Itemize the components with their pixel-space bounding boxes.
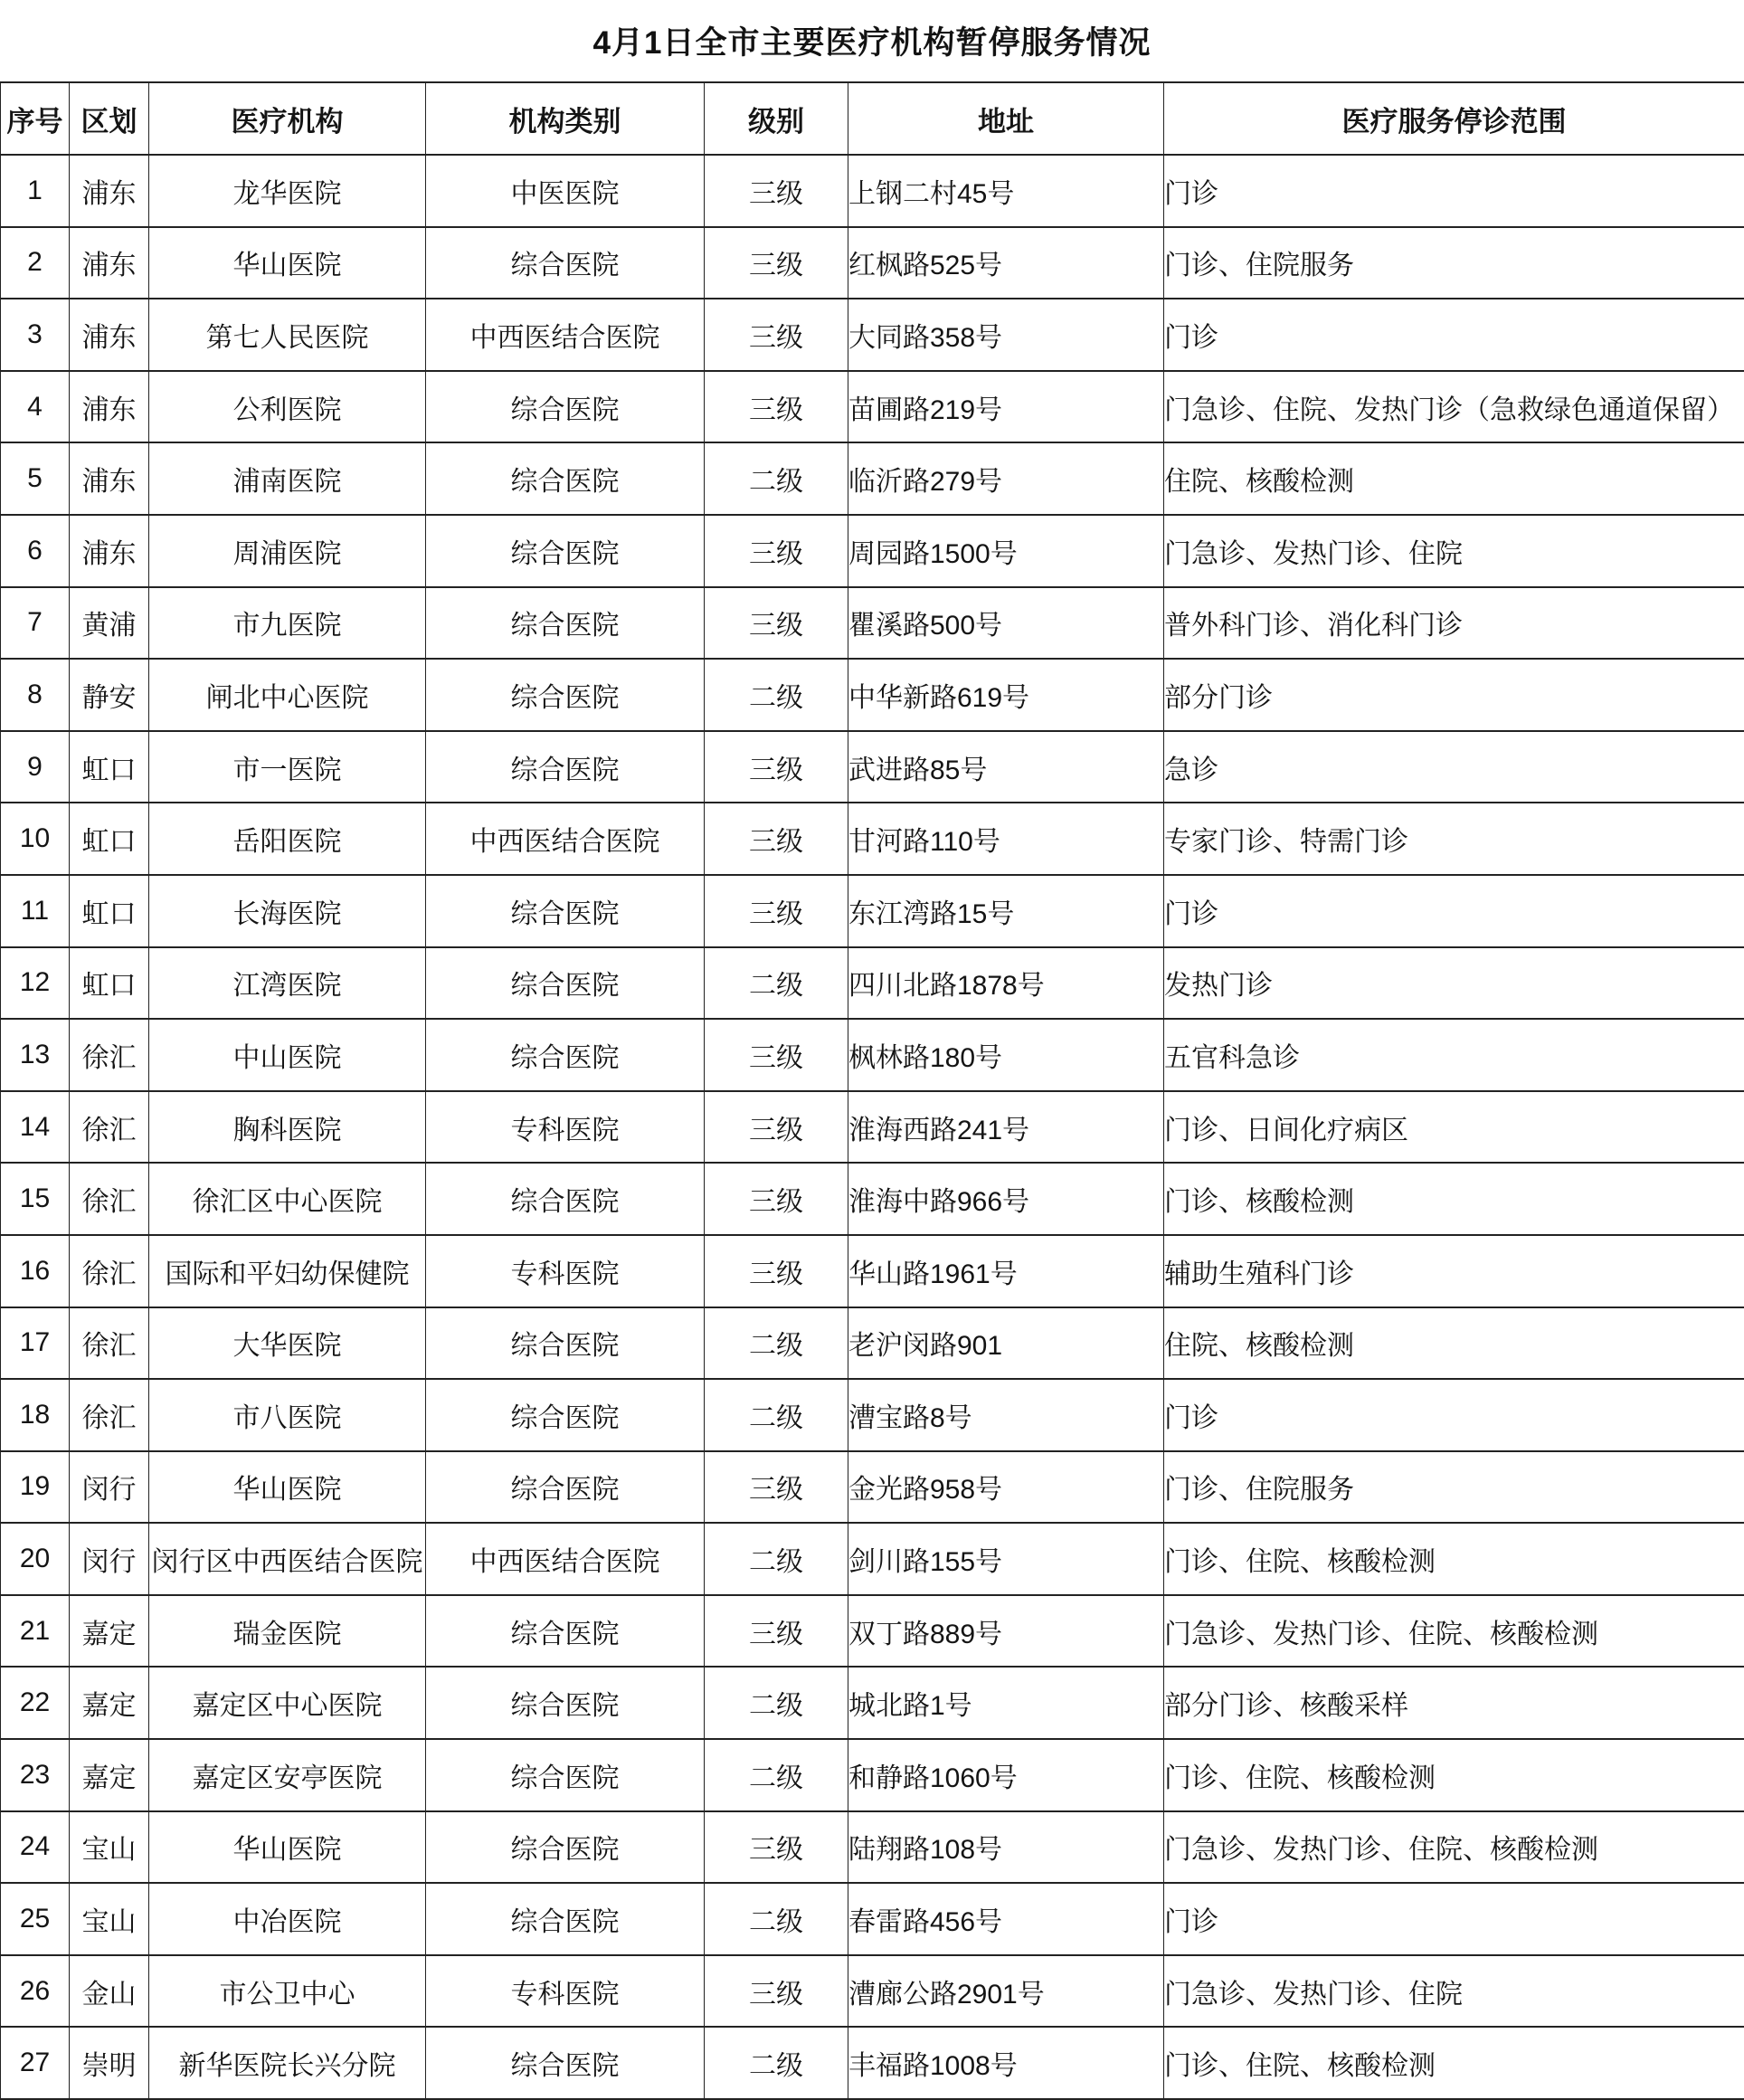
table-row [1,227,1744,299]
cell-category: 综合医院 [426,1811,705,1884]
cell-address: 陆翔路108号 [848,1811,1164,1884]
cell-district: 浦东 [70,227,149,299]
cell-no: 2 [1,227,70,299]
cell-category: 综合医院 [426,947,705,1020]
cell-services: 门诊、住院、核酸检测 [1164,2027,1744,2099]
cell-no: 9 [1,731,70,803]
cell-institution: 闸北中心医院 [149,659,426,731]
cell-services: 门急诊、发热门诊、住院、核酸检测 [1164,1811,1744,1884]
cell-district: 金山 [70,1955,149,2028]
table-row [1,1595,1744,1668]
cell-category: 中西医结合医院 [426,803,705,875]
cell-services: 门诊 [1164,299,1744,371]
cell-district: 嘉定 [70,1739,149,1811]
suspension-table [0,81,1744,2100]
col-header-district: 区划 [70,82,149,155]
table-row [1,155,1744,227]
cell-institution: 国际和平妇幼保健院 [149,1235,426,1307]
cell-level: 三级 [705,155,848,227]
table-row [1,299,1744,371]
cell-category: 综合医院 [426,1307,705,1380]
cell-services: 门诊、住院服务 [1164,227,1744,299]
cell-level: 二级 [705,1667,848,1739]
cell-address: 老沪闵路901 [848,1307,1164,1380]
cell-category: 综合医院 [426,1595,705,1668]
cell-no: 7 [1,587,70,660]
table-row [1,442,1744,515]
cell-category: 专科医院 [426,1955,705,2028]
table-row [1,1811,1744,1884]
cell-district: 闵行 [70,1523,149,1595]
cell-district: 浦东 [70,155,149,227]
table-row [1,1307,1744,1380]
cell-address: 双丁路889号 [848,1595,1164,1668]
cell-level: 三级 [705,299,848,371]
cell-category: 中医医院 [426,155,705,227]
table-row [1,803,1744,875]
cell-category: 综合医院 [426,1739,705,1811]
cell-district: 浦东 [70,371,149,443]
cell-district: 虹口 [70,803,149,875]
cell-district: 虹口 [70,731,149,803]
cell-no: 20 [1,1523,70,1595]
cell-category: 综合医院 [426,515,705,587]
cell-services: 门诊 [1164,1883,1744,1955]
cell-district: 虹口 [70,875,149,947]
cell-institution: 江湾医院 [149,947,426,1020]
cell-address: 瞿溪路500号 [848,587,1164,660]
cell-level: 三级 [705,1091,848,1164]
cell-services: 部分门诊 [1164,659,1744,731]
cell-address: 周园路1500号 [848,515,1164,587]
cell-district: 浦东 [70,442,149,515]
table-row [1,1235,1744,1307]
cell-services: 急诊 [1164,731,1744,803]
cell-institution: 华山医院 [149,1811,426,1884]
cell-services: 门诊 [1164,155,1744,227]
cell-address: 甘河路110号 [848,803,1164,875]
cell-address: 华山路1961号 [848,1235,1164,1307]
cell-services: 部分门诊、核酸采样 [1164,1667,1744,1739]
table-row [1,515,1744,587]
table-row [1,1091,1744,1164]
cell-no: 4 [1,371,70,443]
cell-level: 三级 [705,803,848,875]
cell-address: 东江湾路15号 [848,875,1164,947]
cell-category: 综合医院 [426,875,705,947]
cell-category: 综合医院 [426,1667,705,1739]
cell-services: 门急诊、发热门诊、住院 [1164,1955,1744,2028]
cell-institution: 长海医院 [149,875,426,947]
cell-no: 17 [1,1307,70,1380]
table-row [1,1883,1744,1955]
table-row [1,587,1744,660]
col-header-address: 地址 [848,82,1164,155]
cell-level: 二级 [705,1379,848,1451]
table-header-row [1,82,1744,155]
cell-level: 三级 [705,875,848,947]
cell-services: 发热门诊 [1164,947,1744,1020]
cell-district: 虹口 [70,947,149,1020]
cell-institution: 瑞金医院 [149,1595,426,1668]
cell-category: 综合医院 [426,1883,705,1955]
cell-district: 静安 [70,659,149,731]
cell-institution: 岳阳医院 [149,803,426,875]
cell-district: 徐汇 [70,1307,149,1380]
cell-address: 上钢二村45号 [848,155,1164,227]
cell-services: 门诊、住院服务 [1164,1451,1744,1524]
table-row [1,1667,1744,1739]
cell-no: 25 [1,1883,70,1955]
cell-no: 8 [1,659,70,731]
cell-institution: 市九医院 [149,587,426,660]
cell-level: 三级 [705,1451,848,1524]
cell-no: 24 [1,1811,70,1884]
cell-institution: 中冶医院 [149,1883,426,1955]
cell-category: 综合医院 [426,659,705,731]
cell-level: 二级 [705,2027,848,2099]
cell-level: 三级 [705,1235,848,1307]
cell-services: 门诊 [1164,1379,1744,1451]
cell-category: 中西医结合医院 [426,1523,705,1595]
cell-no: 6 [1,515,70,587]
cell-address: 和静路1060号 [848,1739,1164,1811]
cell-level: 二级 [705,659,848,731]
cell-address: 剑川路155号 [848,1523,1164,1595]
cell-category: 专科医院 [426,1235,705,1307]
cell-services: 门诊、日间化疗病区 [1164,1091,1744,1164]
col-header-institution: 医疗机构 [149,82,426,155]
cell-institution: 闵行区中西医结合医院 [149,1523,426,1595]
cell-level: 三级 [705,1811,848,1884]
cell-category: 综合医院 [426,731,705,803]
title-band [0,0,1744,81]
cell-category: 综合医院 [426,1019,705,1091]
cell-address: 淮海中路966号 [848,1163,1164,1235]
cell-address: 淮海西路241号 [848,1091,1164,1164]
cell-category: 综合医院 [426,442,705,515]
cell-services: 普外科门诊、消化科门诊 [1164,587,1744,660]
cell-services: 门急诊、发热门诊、住院 [1164,515,1744,587]
cell-no: 13 [1,1019,70,1091]
col-header-category: 机构类别 [426,82,705,155]
cell-institution: 第七人民医院 [149,299,426,371]
table-row [1,1019,1744,1091]
table-row [1,875,1744,947]
cell-level: 三级 [705,515,848,587]
cell-address: 苗圃路219号 [848,371,1164,443]
cell-district: 宝山 [70,1883,149,1955]
cell-no: 15 [1,1163,70,1235]
cell-level: 三级 [705,1019,848,1091]
cell-institution: 嘉定区安亭医院 [149,1739,426,1811]
table-row [1,1163,1744,1235]
table-row [1,371,1744,443]
cell-no: 5 [1,442,70,515]
cell-level: 三级 [705,731,848,803]
cell-services: 住院、核酸检测 [1164,442,1744,515]
cell-address: 漕廊公路2901号 [848,1955,1164,2028]
cell-category: 综合医院 [426,371,705,443]
cell-address: 枫林路180号 [848,1019,1164,1091]
cell-district: 徐汇 [70,1235,149,1307]
cell-no: 18 [1,1379,70,1451]
cell-institution: 胸科医院 [149,1091,426,1164]
cell-no: 10 [1,803,70,875]
page-title: 4月1日全市主要医疗机构暂停服务情况 [592,25,1152,61]
cell-district: 崇明 [70,2027,149,2099]
col-header-level: 级别 [705,82,848,155]
cell-category: 综合医院 [426,227,705,299]
table-row [1,1523,1744,1595]
cell-services: 门急诊、发热门诊、住院、核酸检测 [1164,1595,1744,1668]
cell-district: 闵行 [70,1451,149,1524]
cell-level: 三级 [705,1163,848,1235]
cell-institution: 市公卫中心 [149,1955,426,2028]
cell-address: 漕宝路8号 [848,1379,1164,1451]
cell-district: 宝山 [70,1811,149,1884]
cell-district: 黄浦 [70,587,149,660]
col-header-services: 医疗服务停诊范围 [1164,82,1744,155]
cell-category: 专科医院 [426,1091,705,1164]
cell-address: 中华新路619号 [848,659,1164,731]
cell-address: 金光路958号 [848,1451,1164,1524]
cell-address: 武进路85号 [848,731,1164,803]
cell-services: 辅助生殖科门诊 [1164,1235,1744,1307]
cell-address: 临沂路279号 [848,442,1164,515]
cell-institution: 浦南医院 [149,442,426,515]
cell-district: 嘉定 [70,1595,149,1668]
cell-address: 四川北路1878号 [848,947,1164,1020]
cell-institution: 中山医院 [149,1019,426,1091]
cell-no: 12 [1,947,70,1020]
cell-address: 红枫路525号 [848,227,1164,299]
cell-level: 二级 [705,1523,848,1595]
cell-no: 21 [1,1595,70,1668]
cell-no: 1 [1,155,70,227]
cell-address: 春雷路456号 [848,1883,1164,1955]
col-header-no: 序号 [1,82,70,155]
cell-institution: 周浦医院 [149,515,426,587]
cell-district: 徐汇 [70,1019,149,1091]
cell-district: 嘉定 [70,1667,149,1739]
cell-services: 门诊、核酸检测 [1164,1163,1744,1235]
cell-category: 中西医结合医院 [426,299,705,371]
table-row [1,1379,1744,1451]
cell-level: 二级 [705,1739,848,1811]
cell-institution: 华山医院 [149,1451,426,1524]
cell-category: 综合医院 [426,587,705,660]
cell-no: 26 [1,1955,70,2028]
cell-category: 综合医院 [426,1451,705,1524]
cell-institution: 嘉定区中心医院 [149,1667,426,1739]
cell-institution: 华山医院 [149,227,426,299]
cell-services: 专家门诊、特需门诊 [1164,803,1744,875]
cell-district: 徐汇 [70,1163,149,1235]
cell-institution: 市八医院 [149,1379,426,1451]
cell-level: 二级 [705,1883,848,1955]
cell-no: 16 [1,1235,70,1307]
cell-address: 大同路358号 [848,299,1164,371]
cell-address: 城北路1号 [848,1667,1164,1739]
cell-no: 14 [1,1091,70,1164]
cell-services: 五官科急诊 [1164,1019,1744,1091]
table-row [1,2027,1744,2099]
cell-no: 19 [1,1451,70,1524]
table-row [1,659,1744,731]
table-row [1,1955,1744,2028]
cell-institution: 大华医院 [149,1307,426,1380]
cell-no: 22 [1,1667,70,1739]
cell-institution: 市一医院 [149,731,426,803]
cell-district: 徐汇 [70,1379,149,1451]
cell-level: 三级 [705,587,848,660]
table-row [1,1739,1744,1811]
cell-level: 三级 [705,1955,848,2028]
cell-address: 丰福路1008号 [848,2027,1164,2099]
cell-district: 浦东 [70,515,149,587]
cell-category: 综合医院 [426,1379,705,1451]
cell-services: 门诊 [1164,875,1744,947]
cell-level: 三级 [705,1595,848,1668]
cell-institution: 新华医院长兴分院 [149,2027,426,2099]
table-row [1,1451,1744,1524]
cell-institution: 龙华医院 [149,155,426,227]
cell-institution: 徐汇区中心医院 [149,1163,426,1235]
cell-level: 二级 [705,947,848,1020]
cell-level: 三级 [705,371,848,443]
cell-level: 三级 [705,227,848,299]
cell-services: 住院、核酸检测 [1164,1307,1744,1380]
cell-district: 徐汇 [70,1091,149,1164]
cell-level: 二级 [705,1307,848,1380]
cell-category: 综合医院 [426,2027,705,2099]
cell-district: 浦东 [70,299,149,371]
cell-services: 门诊、住院、核酸检测 [1164,1523,1744,1595]
cell-services: 门诊、住院、核酸检测 [1164,1739,1744,1811]
cell-no: 11 [1,875,70,947]
table-row [1,947,1744,1020]
cell-services: 门急诊、住院、发热门诊（急救绿色通道保留） [1164,371,1744,443]
cell-level: 二级 [705,442,848,515]
cell-no: 23 [1,1739,70,1811]
cell-institution: 公利医院 [149,371,426,443]
cell-no: 3 [1,299,70,371]
cell-category: 综合医院 [426,1163,705,1235]
table-body [1,155,1744,2099]
table-row [1,731,1744,803]
cell-no: 27 [1,2027,70,2099]
